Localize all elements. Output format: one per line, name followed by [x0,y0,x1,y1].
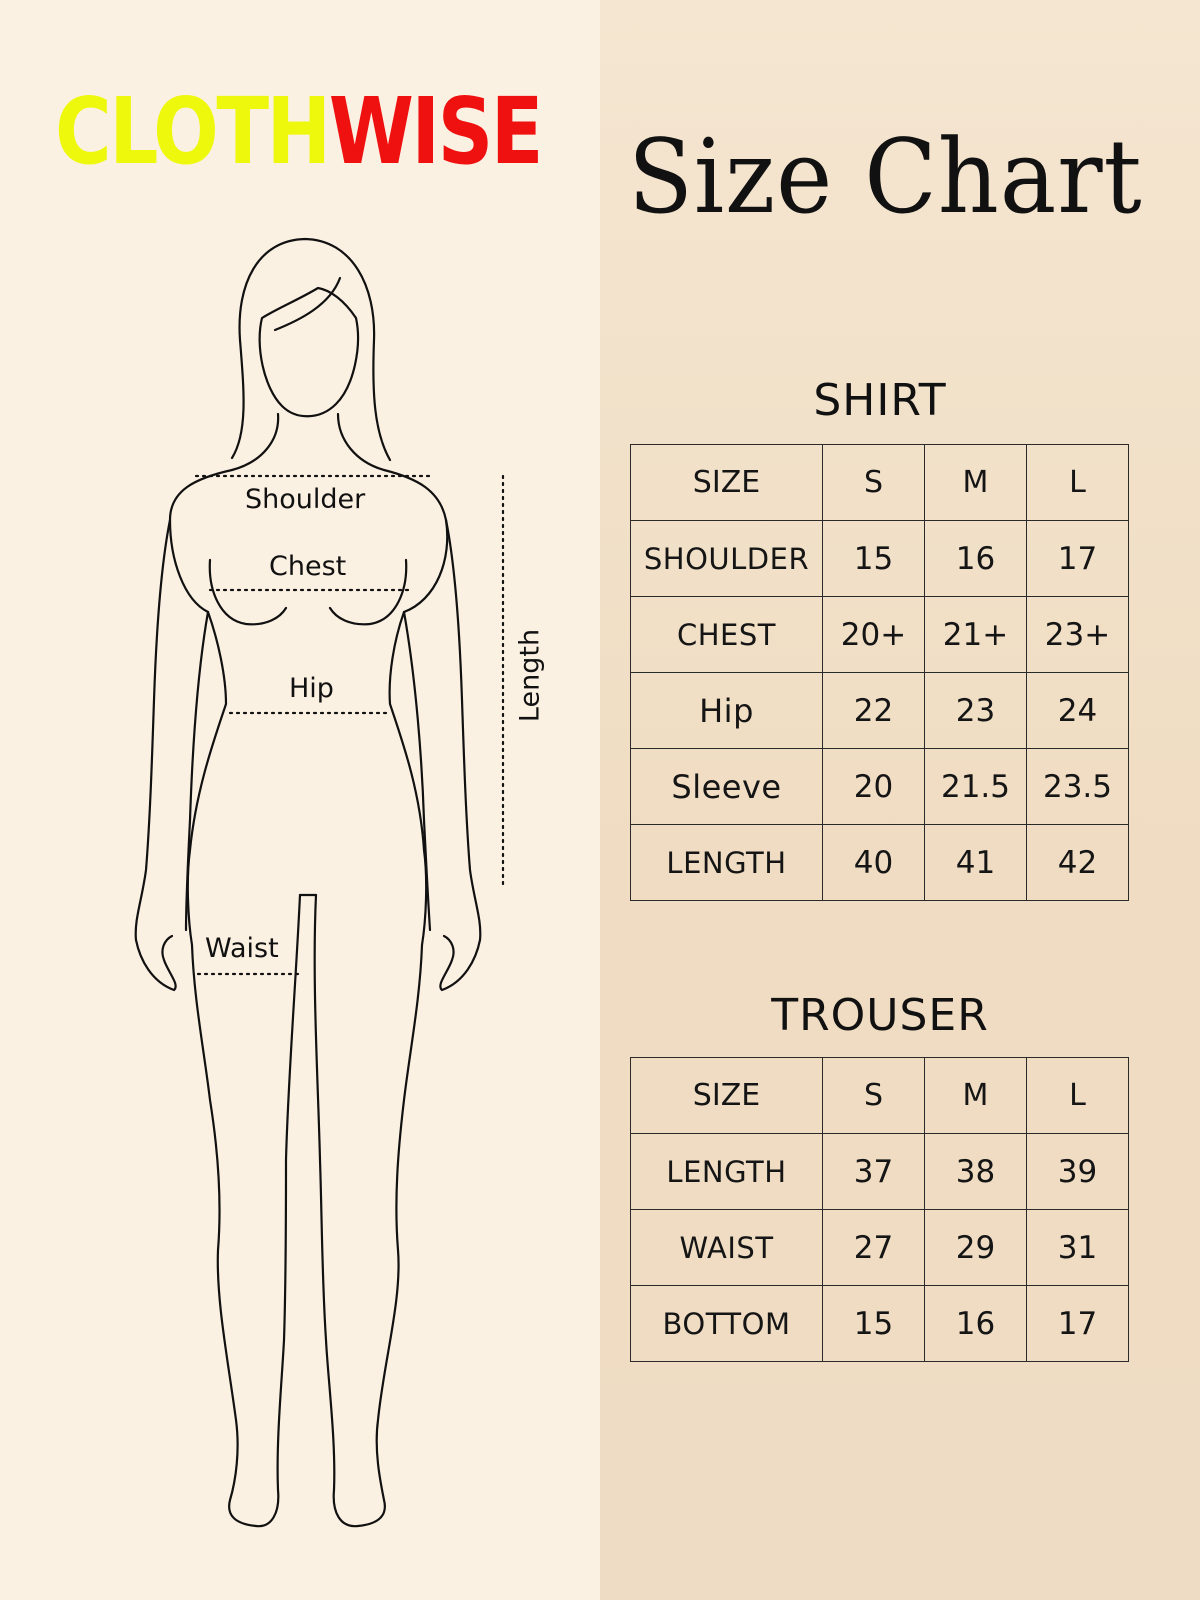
table-header-cell: SIZE [631,445,823,521]
table-header-cell: M [925,445,1027,521]
table-cell: 37 [823,1134,925,1210]
table-cell: 15 [823,521,925,597]
table-cell: 29 [925,1210,1027,1286]
torso-outline-left [170,470,300,1526]
shoulder-label: Shoulder [245,484,366,515]
table-header-cell: S [823,445,925,521]
table-cell: 16 [925,521,1027,597]
table-row [631,1210,1129,1286]
table-header-cell: SIZE [631,1058,823,1134]
shirt-size-table [630,444,1129,901]
torso-outline-right [315,470,448,1526]
table-header-cell: S [823,1058,925,1134]
table-cell: 42 [1027,825,1129,901]
shirt-section-title: SHIRT [813,375,947,426]
table-cell: 27 [823,1210,925,1286]
table-row-label: LENGTH [631,825,823,901]
table-header-row [631,445,1129,521]
table-row-label: BOTTOM [631,1286,823,1362]
trouser-section-title: TROUSER [771,990,989,1041]
hip-label: Hip [289,673,334,704]
length-label: Length [514,628,546,723]
table-cell: 20+ [823,597,925,673]
table-row-label: LENGTH [631,1134,823,1210]
table-row [631,825,1129,901]
table-row [631,1134,1129,1210]
table-row [631,749,1129,825]
table-cell: 39 [1027,1134,1129,1210]
table-cell: 38 [925,1134,1027,1210]
left-arm-outline [136,520,176,990]
table-header-cell: M [925,1058,1027,1134]
table-row-label: Hip [631,673,823,749]
chest-label: Chest [269,551,347,582]
table-cell: 31 [1027,1210,1129,1286]
hair-outline [232,239,390,460]
page-title: Size Chart [628,118,1143,237]
table-header-cell: L [1027,1058,1129,1134]
table-cell: 17 [1027,1286,1129,1362]
table-cell: 15 [823,1286,925,1362]
table-cell: 40 [823,825,925,901]
table-header-row [631,1058,1129,1134]
table-cell: 17 [1027,521,1129,597]
table-cell: 24 [1027,673,1129,749]
table-header-cell: L [1027,445,1129,521]
waist-label: Waist [205,933,279,964]
table-cell: 41 [925,825,1027,901]
table-row [631,597,1129,673]
table-row-label: Sleeve [631,749,823,825]
right-arm-outline [440,520,480,990]
table-row-label: SHOULDER [631,521,823,597]
table-row-label: CHEST [631,597,823,673]
table-row-label: WAIST [631,1210,823,1286]
brand-logo-part-wise: WISE [328,78,542,185]
table-cell: 22 [823,673,925,749]
table-row [631,521,1129,597]
table-cell: 23.5 [1027,749,1129,825]
brand-logo-part-cloth: CLOTH [55,78,329,185]
table-cell: 21+ [925,597,1027,673]
table-cell: 21.5 [925,749,1027,825]
trouser-size-table [630,1057,1129,1362]
table-row [631,673,1129,749]
face-outline [260,288,358,416]
table-cell: 20 [823,749,925,825]
table-cell: 23 [925,673,1027,749]
table-row [631,1286,1129,1362]
table-cell: 23+ [1027,597,1129,673]
table-cell: 16 [925,1286,1027,1362]
